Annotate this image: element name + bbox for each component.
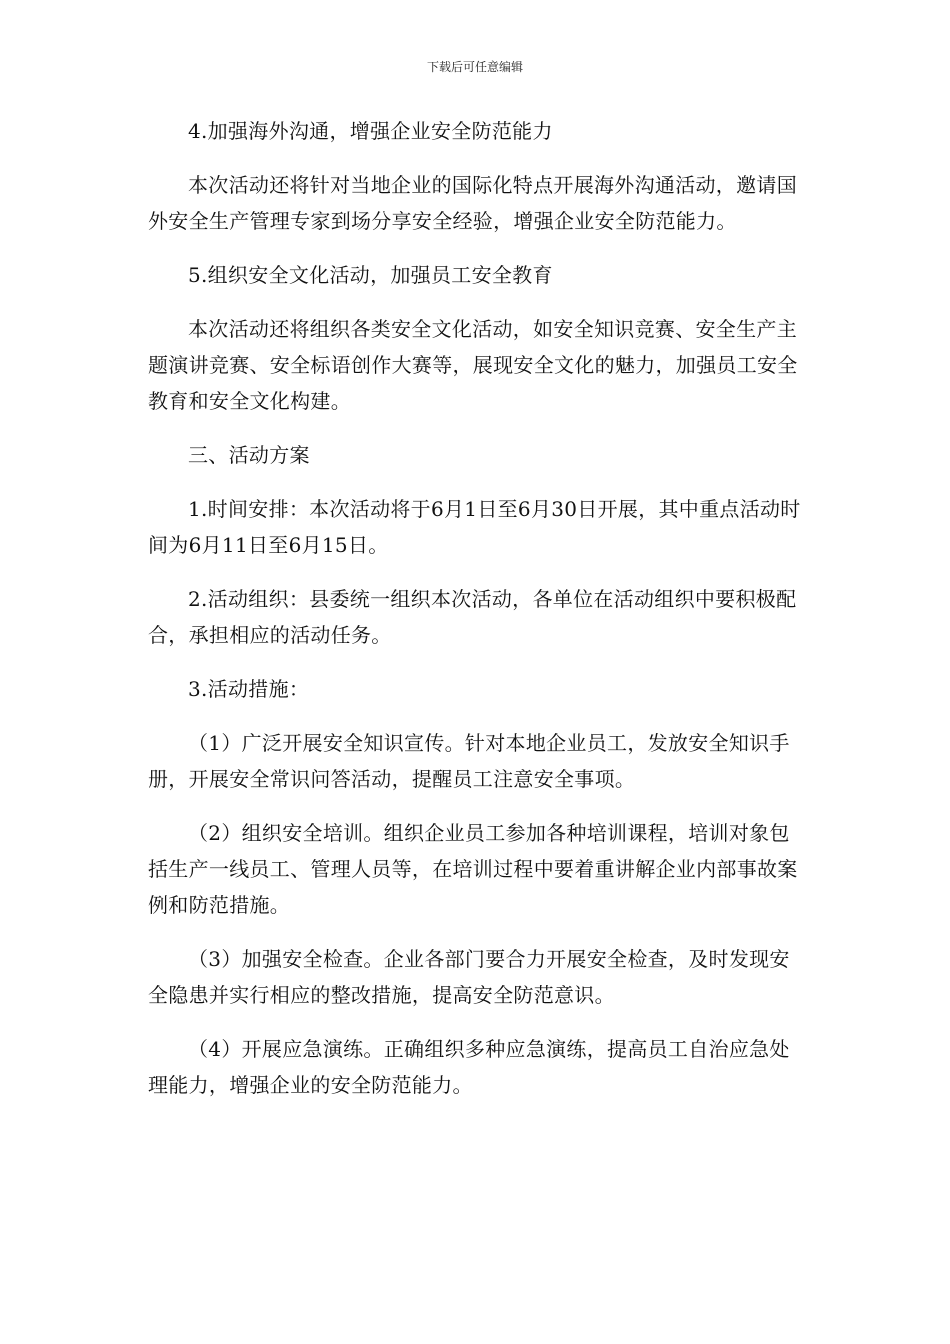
document-body [148, 113, 808, 1103]
paragraph-schedule: 1.时间安排：本次活动将于6月1日至6月30日开展，其中重点活动时间为6月11日至6月15日。 [148, 497, 801, 557]
paragraph-measures: 3.活动措施： [188, 677, 310, 701]
paragraph: 本次活动还将针对当地企业的国际化特点开展海外沟通活动，邀请国外安全生产管理专家到场分享安全经验，增强企业安全防范能力。 [148, 173, 797, 233]
section-heading-plan: 三、活动方案 [188, 443, 310, 467]
measure-item-3: （3）加强安全检查。企业各部门要合力开展安全检查，及时发现安全隐患并实行相应的整改措施，提高安全防范意识。 [148, 947, 790, 1007]
paragraph: 本次活动还将组织各类安全文化活动，如安全知识竞赛、安全生产主题演讲竞赛、安全标语创作大赛等，展现安全文化的魅力，加强员工安全教育和安全文化构建。 [148, 317, 798, 413]
paragraph-organization: 2.活动组织：县委统一组织本次活动，各单位在活动组织中要积极配合，承担相应的活动任务。 [148, 587, 797, 647]
measure-item-4: （4）开展应急演练。正确组织多种应急演练，提高员工自治应急处理能力，增强企业的安全防范能力。 [148, 1037, 790, 1097]
measure-item-2: （2）组织安全培训。组织企业员工参加各种培训课程，培训对象包括生产一线员工、管理人员等，在培训过程中要着重讲解企业内部事故案例和防范措施。 [148, 821, 798, 917]
section-heading-5: 5.组织安全文化活动，加强员工安全教育 [188, 263, 553, 287]
page-header: 下载后可任意编辑 [426, 60, 523, 74]
section-heading-4: 4.加强海外沟通，增强企业安全防范能力 [188, 119, 553, 143]
measure-item-1: （1）广泛开展安全知识宣传。针对本地企业员工，发放安全知识手册，开展安全常识问答活动，提醒员工注意安全事项。 [148, 731, 790, 791]
